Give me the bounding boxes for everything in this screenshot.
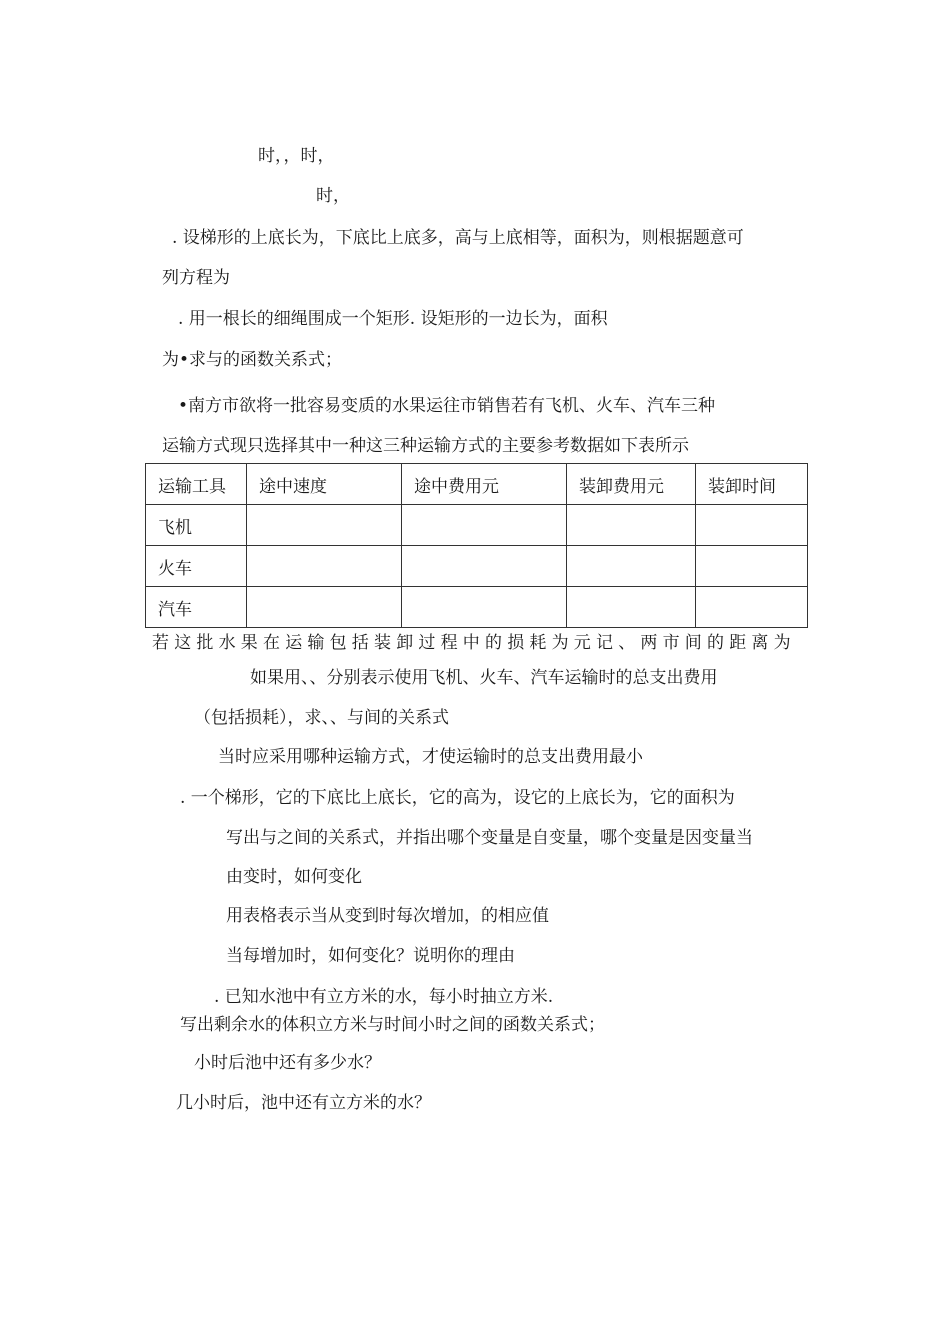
table-header-cell: 装卸费用元 [567,464,696,505]
text-line-12: 当时应采用哪种运输方式，才使运输时的总支出费用最小 [218,747,643,767]
table-cell [247,505,402,546]
text-line-21: 几小时后，池中还有立方米的水？ [176,1093,431,1113]
text-line-16: 用表格表示当从变到时每次增加，的相应值 [226,906,549,926]
text-line-10: 如果用、、分别表示使用飞机、火车、汽车运输时的总支出费用 [250,668,718,688]
table-header-cell: 运输工具 [146,464,247,505]
text-line-13: . 一个梯形，它的下底比上底长，它的高为，设它的上底长为，它的面积为 [180,788,735,808]
table-cell [402,546,567,587]
text-line-18: . 已知水池中有立方米的水，每小时抽立方米. [214,987,554,1007]
text-line-1: 时，，时， [258,146,335,166]
text-line-20: 小时后池中还有多少水？ [194,1053,381,1073]
table-row [146,505,808,546]
text-line-4: 列方程为 [162,268,230,288]
text-line-19: 写出剩余水的体积立方米与时间小时之间的函数关系式； [180,1015,605,1035]
table-cell: 火车 [146,546,247,587]
text-line-17: 当每增加时，如何变化？说明你的理由 [226,946,515,966]
table-cell [402,505,567,546]
table-header-cell: 装卸时间 [696,464,808,505]
text-line-5: . 用一根长的细绳围成一个矩形. 设矩形的一边长为，面积 [178,309,608,329]
table-cell [696,546,808,587]
table-cell [696,587,808,628]
text-line-6: 为•求与的函数关系式； [162,350,343,370]
table-cell [567,587,696,628]
table-cell [247,587,402,628]
text-line-9: 若这批水果在运输包括装卸过程中的损耗为元记、两市间的距离为 [152,633,796,653]
text-line-8: 运输方式现只选择其中一种这三种运输方式的主要参考数据如下表所示 [162,436,689,456]
table-cell [567,546,696,587]
table-header-cell: 途中费用元 [402,464,567,505]
text-line-2: 时， [316,186,350,206]
table-cell [402,587,567,628]
table-cell [696,505,808,546]
text-line-11: （包括损耗），求、、与间的关系式 [194,708,449,728]
text-line-15: 由变时，如何变化 [226,867,362,887]
table-header-row [146,464,808,505]
table-cell: 飞机 [146,505,247,546]
table-header-cell: 途中速度 [247,464,402,505]
table-cell: 汽车 [146,587,247,628]
table-row [146,546,808,587]
text-line-7: •南方市欲将一批容易变质的水果运往市销售若有飞机、火车、汽车三种 [178,396,716,416]
table-cell [247,546,402,587]
table-cell [567,505,696,546]
table-row [146,587,808,628]
text-line-14: 写出与之间的关系式，并指出哪个变量是自变量，哪个变量是因变量当 [226,828,753,848]
text-line-3: . 设梯形的上底长为，下底比上底多，高与上底相等，面积为，则根据题意可 [172,228,744,248]
transport-table [145,463,808,628]
